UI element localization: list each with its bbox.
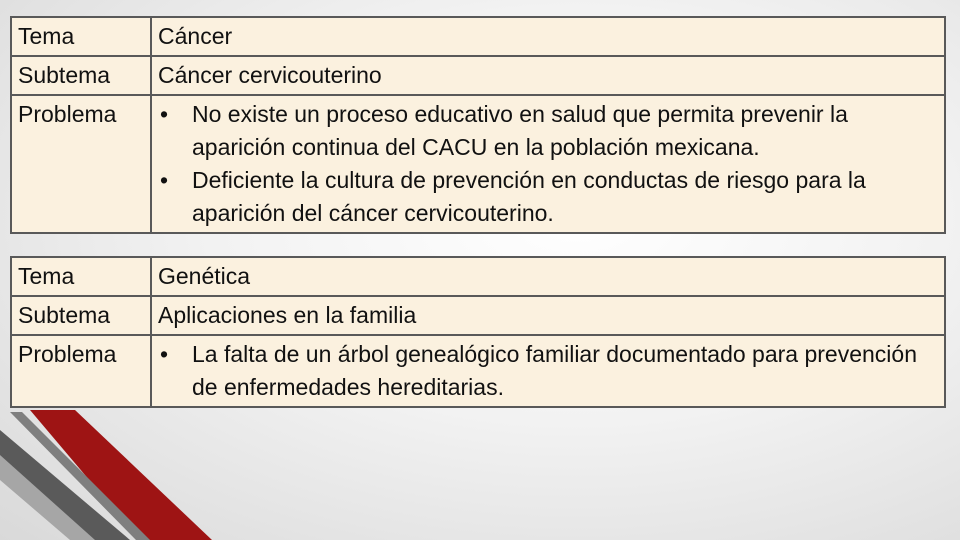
problema-label: Problema <box>11 95 151 233</box>
topic-table-genetica <box>10 256 946 408</box>
tema-row <box>11 257 945 296</box>
topic-table-cancer <box>10 16 946 234</box>
problema-row <box>11 335 945 407</box>
tema-label: Tema <box>11 257 151 296</box>
subtema-value: Aplicaciones en la familia <box>151 296 945 335</box>
problem-text: Deficiente la cultura de prevención en conductas de riesgo para la aparición del cáncer cervicouterino. <box>192 167 866 226</box>
problem-item <box>158 338 938 404</box>
problem-text: La falta de un árbol genealógico familiar documentado para prevención de enfermedades hereditarias. <box>192 341 917 400</box>
bullet-icon: • <box>160 341 169 367</box>
tema-value: Genética <box>151 257 945 296</box>
bullet-icon: • <box>160 167 169 193</box>
tema-label: Tema <box>11 17 151 56</box>
problem-list <box>158 338 938 404</box>
problem-item <box>158 164 938 230</box>
problem-item <box>158 98 938 164</box>
problem-text: No existe un proceso educativo en salud que permita prevenir la aparición continua del CACU en la población mexicana. <box>192 101 848 160</box>
problema-row <box>11 95 945 233</box>
problema-value <box>151 335 945 407</box>
subtema-label: Subtema <box>11 296 151 335</box>
tema-value: Cáncer <box>151 17 945 56</box>
subtema-value: Cáncer cervicouterino <box>151 56 945 95</box>
subtema-row <box>11 296 945 335</box>
tema-row <box>11 17 945 56</box>
subtema-row <box>11 56 945 95</box>
problema-label: Problema <box>11 335 151 407</box>
problem-list <box>158 98 938 230</box>
bullet-icon: • <box>160 101 169 127</box>
subtema-label: Subtema <box>11 56 151 95</box>
problema-value <box>151 95 945 233</box>
